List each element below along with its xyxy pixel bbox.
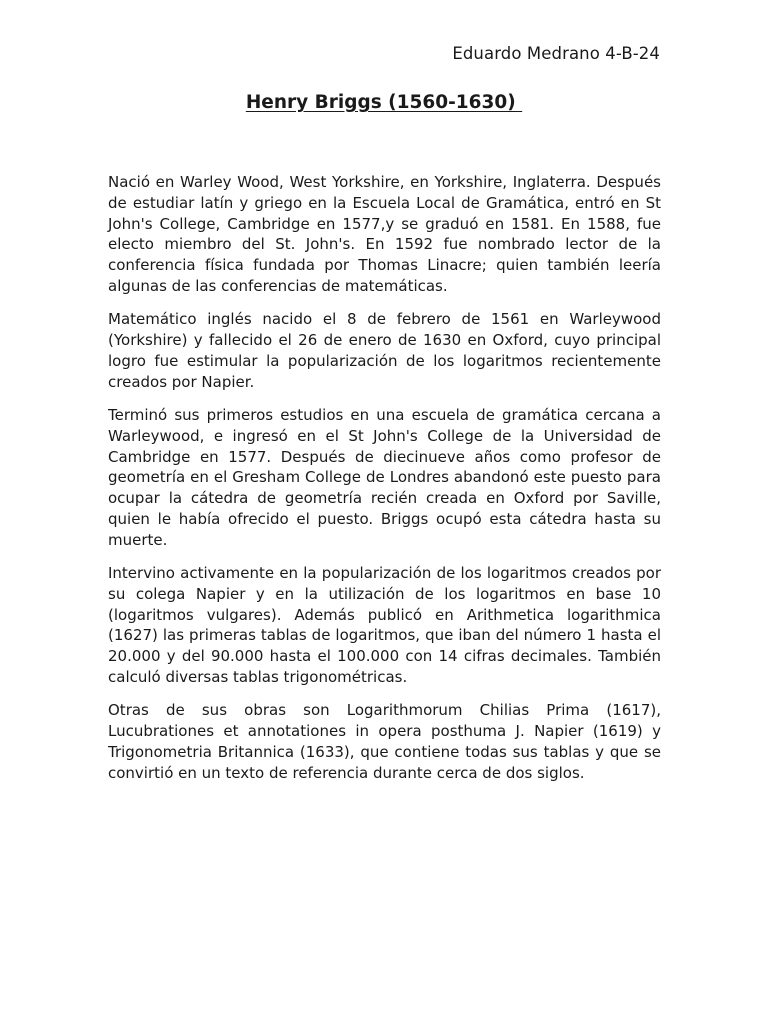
paragraph-1: Nació en Warley Wood, West Yorkshire, en Yorkshire, Inglaterra. Después de estudiar latín y griego en la Escuela Local de Gramática, entró en St John's College, Cambridge en 1577,y se graduó en 1581. En 1588, fue electo miembro del St. John's. En 1592 fue nombrado lector de la conferencia física fundada por Thomas Linacre; quien también leería algunas de las conferencias de matemáticas.	[108, 173, 661, 295]
paragraph-3: Terminó sus primeros estudios en una escuela de gramática cercana a Warleywood, e ingresó en el St John's College de la Universidad de Cambridge en 1577. Después de diecinueve años como profesor de geometría en el Gresham College de Londres abandonó este puesto para ocupar la cátedra de geometría recién creada en Oxford por Saville, quien le había ofrecido el puesto. Briggs ocupó esta cátedra hasta su muerte.	[108, 405, 661, 549]
paragraph-4: Intervino activamente en la popularización de los logaritmos creados por su colega Napier y en la utilización de los logaritmos en base 10 (logaritmos vulgares). Además publicó en Arithmetica logarithmica (1627) las primeras tablas de logaritmos, que iban del número 1 hasta el 20.000 y del 90.000 hasta el 100.000 con 14 cifras decimales. También calculó diversas tablas trigonométricas.	[108, 564, 661, 687]
paragraph-2: Matemático inglés nacido el 8 de febrero de 1561 en Warleywood (Yorkshire) y fallecido el 26 de enero de 1630 en Oxford, cuyo principal logro fue estimular la popularización de los logaritmos recientemente creados por Napier.	[108, 310, 661, 391]
paragraph-5: Otras de sus obras son Logarithmorum Chilias Prima (1617), Lucubrationes et annotationes in opera posthuma J. Napier (1619) y Trigonometria Britannica (1633), que contiene todas sus tablas y que se convirtió en un texto de referencia durante cerca de dos siglos.	[108, 701, 661, 782]
document-title: Henry Briggs (1560-1630)	[245, 92, 523, 113]
document-body	[108, 172, 661, 796]
author-line: Eduardo Medrano 4-B-24	[452, 44, 660, 63]
